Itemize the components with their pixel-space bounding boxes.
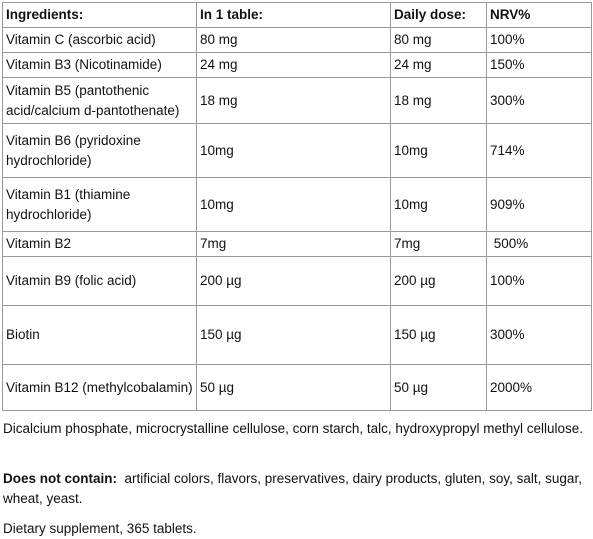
per-tablet-amount: 7mg [197, 232, 391, 257]
ingredient-name: Vitamin B2 [3, 232, 197, 257]
table-row [3, 78, 592, 124]
daily-dose-amount: 200 µg [391, 257, 487, 306]
nrv-percent: 2000% [487, 365, 592, 411]
ingredients-table [2, 2, 592, 411]
ingredient-name: Biotin [3, 306, 197, 365]
ingredient-name: Vitamin B12 (methylcobalamin) [3, 365, 197, 411]
ingredient-name: Vitamin B6 (pyridoxine hydrochloride) [3, 124, 197, 178]
nrv-percent: 100% [487, 28, 592, 53]
table-row [3, 124, 592, 178]
daily-dose-amount: 24 mg [391, 53, 487, 78]
table-row [3, 306, 592, 365]
table-row [3, 53, 592, 78]
table-row [3, 232, 592, 257]
does-not-contain-text: artificial colors, flavors, preservatives, dairy products, gluten, soy, salt, sugar, wheat, yeast. [3, 471, 586, 506]
ingredient-name: Vitamin B1 (thiamine hydrochloride) [3, 178, 197, 232]
header-daily-dose: Daily dose: [391, 3, 487, 28]
daily-dose-amount: 18 mg [391, 78, 487, 124]
other-ingredients-text: Dicalcium phosphate, microcrystalline cellulose, corn starch, talc, hydroxypropyl methyl cellulose. [3, 421, 583, 436]
nrv-percent: 500% [487, 232, 592, 257]
per-tablet-amount: 24 mg [197, 53, 391, 78]
per-tablet-amount: 80 mg [197, 28, 391, 53]
nrv-percent: 714% [487, 124, 592, 178]
does-not-contain-label: Does not contain: [3, 471, 117, 486]
per-tablet-amount: 10mg [197, 124, 391, 178]
per-tablet-amount: 50 µg [197, 365, 391, 411]
table-header-row [3, 3, 592, 28]
ingredient-name: Vitamin B5 (pantothenic acid/calcium d-pantothenate) [3, 78, 197, 124]
nrv-percent: 300% [487, 306, 592, 365]
table-row [3, 365, 592, 411]
table-row [3, 257, 592, 306]
header-ingredients: Ingredients: [3, 3, 197, 28]
daily-dose-amount: 150 µg [391, 306, 487, 365]
per-tablet-amount: 150 µg [197, 306, 391, 365]
daily-dose-amount: 80 mg [391, 28, 487, 53]
nrv-percent: 100% [487, 257, 592, 306]
nrv-percent: 300% [487, 78, 592, 124]
ingredient-name: Vitamin C (ascorbic acid) [3, 28, 197, 53]
daily-dose-amount: 10mg [391, 124, 487, 178]
per-tablet-amount: 18 mg [197, 78, 391, 124]
ingredient-name: Vitamin B9 (folic acid) [3, 257, 197, 306]
table-row [3, 178, 592, 232]
table-row [3, 28, 592, 53]
header-per-tablet: In 1 table: [197, 3, 391, 28]
daily-dose-amount: 7mg [391, 232, 487, 257]
per-tablet-amount: 200 µg [197, 257, 391, 306]
does-not-contain-paragraph [3, 469, 589, 509]
nutrition-panel [2, 2, 591, 411]
supplement-note: Dietary supplement, 365 tablets. [3, 521, 197, 536]
nrv-percent: 150% [487, 53, 592, 78]
daily-dose-amount: 10mg [391, 178, 487, 232]
nrv-percent: 909% [487, 178, 592, 232]
ingredient-name: Vitamin B3 (Nicotinamide) [3, 53, 197, 78]
per-tablet-amount: 10mg [197, 178, 391, 232]
header-nrv: NRV% [487, 3, 592, 28]
daily-dose-amount: 50 µg [391, 365, 487, 411]
